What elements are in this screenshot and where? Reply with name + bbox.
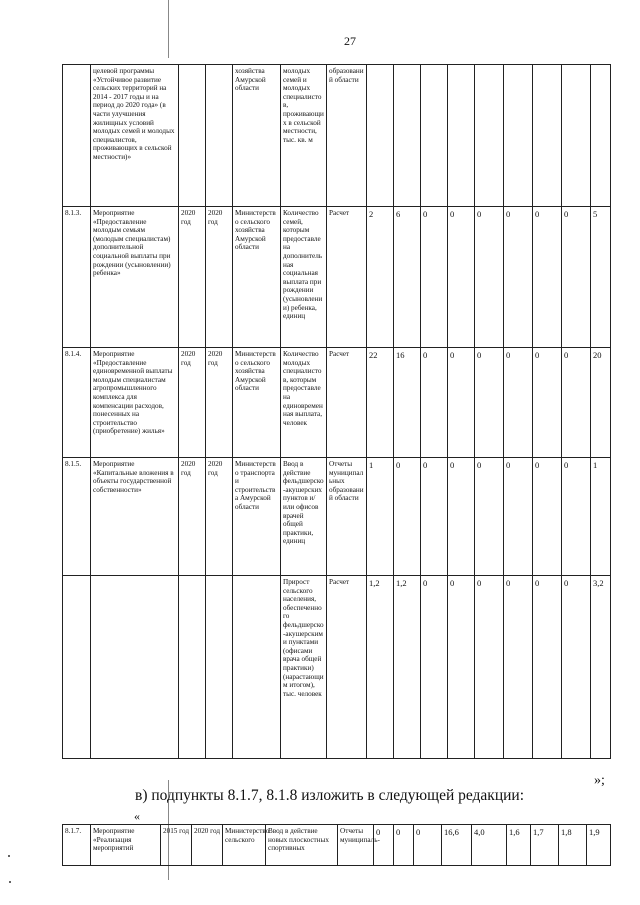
cell-indicator: Количество семей, которым предоставлена дополнительная социальная выплата при рождении (усыновлении) ребенка, единиц <box>281 207 327 348</box>
cell-year-start: 2020 год <box>179 458 206 576</box>
cell-value: 2 <box>367 207 394 348</box>
binder-line-top <box>168 0 169 58</box>
cell-value: 0 <box>504 458 533 576</box>
cell-value: 16 <box>394 348 421 458</box>
cell-source: Расчет <box>327 207 367 348</box>
amended-table <box>62 824 611 866</box>
table-row <box>63 207 611 348</box>
cell-value: 1 <box>367 458 394 576</box>
cell-year-start <box>179 65 206 207</box>
cell-executor: Министерство сельского хозяйства Амурской области <box>233 207 281 348</box>
cell-value: 0 <box>475 576 504 759</box>
cell-executor: Министерство транспорта и строительства Амурской области <box>233 458 281 576</box>
cell-value: 0 <box>475 458 504 576</box>
cell-value: 1,8 <box>559 825 587 866</box>
cell-value: 0 <box>533 207 562 348</box>
cell-value: 1,2 <box>394 576 421 759</box>
cell-value: 1,6 <box>507 825 531 866</box>
cell-value <box>562 65 591 207</box>
cell-year-end: 2020 год <box>206 458 233 576</box>
cell-value: 0 <box>533 458 562 576</box>
cell-year-end <box>206 576 233 759</box>
cell-code: 8.1.5. <box>63 458 91 576</box>
cell-value <box>448 65 475 207</box>
cell-year-start: 2020 год <box>179 348 206 458</box>
cell-year-start: 2020 год <box>179 207 206 348</box>
cell-indicator: Ввод в действие новых плоскостных спортивных <box>266 825 338 866</box>
cell-value: 0 <box>504 348 533 458</box>
cell-name: Мероприятие «Предоставление единовременной выплаты молодым специалистам агропромышленного комплекса для компенсации расходов, понесенных на строительство (приобретение) жилья» <box>91 348 179 458</box>
cell-value: 3,2 <box>591 576 611 759</box>
cell-value: 0 <box>475 207 504 348</box>
program-table <box>62 64 611 759</box>
cell-value: 0 <box>562 207 591 348</box>
cell-indicator: молодых семей и молодых специалистов, проживающих в сельской местности, тыс. кв. м <box>281 65 327 207</box>
closing-quote: »; <box>594 773 605 788</box>
table-row <box>63 825 611 866</box>
cell-value: 22 <box>367 348 394 458</box>
cell-value <box>504 65 533 207</box>
cell-executor: Министерство сельского хозяйства Амурской области <box>233 348 281 458</box>
cell-value: 0 <box>475 348 504 458</box>
cell-year-end: 2020 год <box>206 348 233 458</box>
cell-year-end: 2020 год <box>192 825 223 866</box>
cell-value: 0 <box>504 576 533 759</box>
cell-value: 1,7 <box>531 825 559 866</box>
cell-executor: Министерство сельского <box>223 825 266 866</box>
cell-value <box>421 65 448 207</box>
cell-indicator: Ввод в действие фельдшерско-акушерских пунктов и/или офисов врачей общей практики, единиц <box>281 458 327 576</box>
amendment-heading: в) подпункты 8.1.7, 8.1.8 изложить в следующей редакции: <box>135 787 525 804</box>
cell-value: 0 <box>394 825 414 866</box>
cell-value <box>533 65 562 207</box>
cell-source: Отчеты муниципальных образований области <box>327 458 367 576</box>
table-row <box>63 576 611 759</box>
cell-value: 1 <box>591 458 611 576</box>
cell-value: 4,0 <box>472 825 507 866</box>
cell-year-end <box>206 65 233 207</box>
cell-name: Мероприятие «Предоставление молодым семьям (молодым специалистам) дополнительной социальной выплаты при рождении (усыновлении) ребенка» <box>91 207 179 348</box>
cell-name: целевой программы «Устойчивое развитие сельских территорий на 2014 - 2017 годы и на период до 2020 года» (в части улучшения жилищных условий молодых семей и молодых специалистов, проживающих в сельской местности)» <box>91 65 179 207</box>
cell-value: 0 <box>374 825 394 866</box>
cell-code: 8.1.3. <box>63 207 91 348</box>
cell-value: 0 <box>421 576 448 759</box>
cell-year-start: 2015 год <box>161 825 192 866</box>
cell-indicator: Прирост сельского населения, обеспеченного фельдшерско-акушерскими пунктами (офисами врача общей практики) (нарастающим итогом), тыс. человек <box>281 576 327 759</box>
cell-value: 0 <box>394 458 421 576</box>
cell-value: 0 <box>421 458 448 576</box>
cell-value: 0 <box>562 348 591 458</box>
cell-indicator: Количество молодых специалистов, которым предоставлена единовременная выплата, человек <box>281 348 327 458</box>
scan-speck <box>8 855 10 857</box>
cell-value: 5 <box>591 207 611 348</box>
cell-value: 0 <box>448 458 475 576</box>
cell-value <box>475 65 504 207</box>
cell-value: 0 <box>562 576 591 759</box>
cell-value: 16,6 <box>442 825 472 866</box>
cell-value: 0 <box>421 348 448 458</box>
cell-code <box>63 65 91 207</box>
cell-value: 20 <box>591 348 611 458</box>
table-row <box>63 348 611 458</box>
table-row <box>63 458 611 576</box>
cell-name <box>91 576 179 759</box>
cell-source: Отчеты муниципаль- <box>338 825 374 866</box>
cell-value: 1,9 <box>587 825 611 866</box>
cell-source: Расчет <box>327 348 367 458</box>
cell-executor: хозяйства Амурской области <box>233 65 281 207</box>
cell-code: 8.1.7. <box>63 825 91 866</box>
cell-value: 0 <box>448 207 475 348</box>
cell-value: 0 <box>533 576 562 759</box>
cell-name: Мероприятие «Капитальные вложения в объекты государственной собственности» <box>91 458 179 576</box>
cell-name: Мероприятие «Реализация мероприятий <box>91 825 161 866</box>
cell-code <box>63 576 91 759</box>
cell-value: 6 <box>394 207 421 348</box>
cell-value <box>394 65 421 207</box>
scan-speck <box>9 881 11 883</box>
cell-code: 8.1.4. <box>63 348 91 458</box>
cell-source: Расчет <box>327 576 367 759</box>
cell-value: 0 <box>448 576 475 759</box>
cell-value: 0 <box>421 207 448 348</box>
cell-value: 0 <box>533 348 562 458</box>
page-number: 27 <box>344 34 356 48</box>
table-row <box>63 65 611 207</box>
cell-value <box>367 65 394 207</box>
opening-quote: « <box>134 809 140 823</box>
cell-value: 0 <box>448 348 475 458</box>
cell-value: 0 <box>414 825 442 866</box>
cell-year-start <box>179 576 206 759</box>
cell-value: 0 <box>504 207 533 348</box>
cell-source: образований области <box>327 65 367 207</box>
cell-value <box>591 65 611 207</box>
cell-value: 0 <box>562 458 591 576</box>
cell-value: 1,2 <box>367 576 394 759</box>
cell-year-end: 2020 год <box>206 207 233 348</box>
cell-executor <box>233 576 281 759</box>
